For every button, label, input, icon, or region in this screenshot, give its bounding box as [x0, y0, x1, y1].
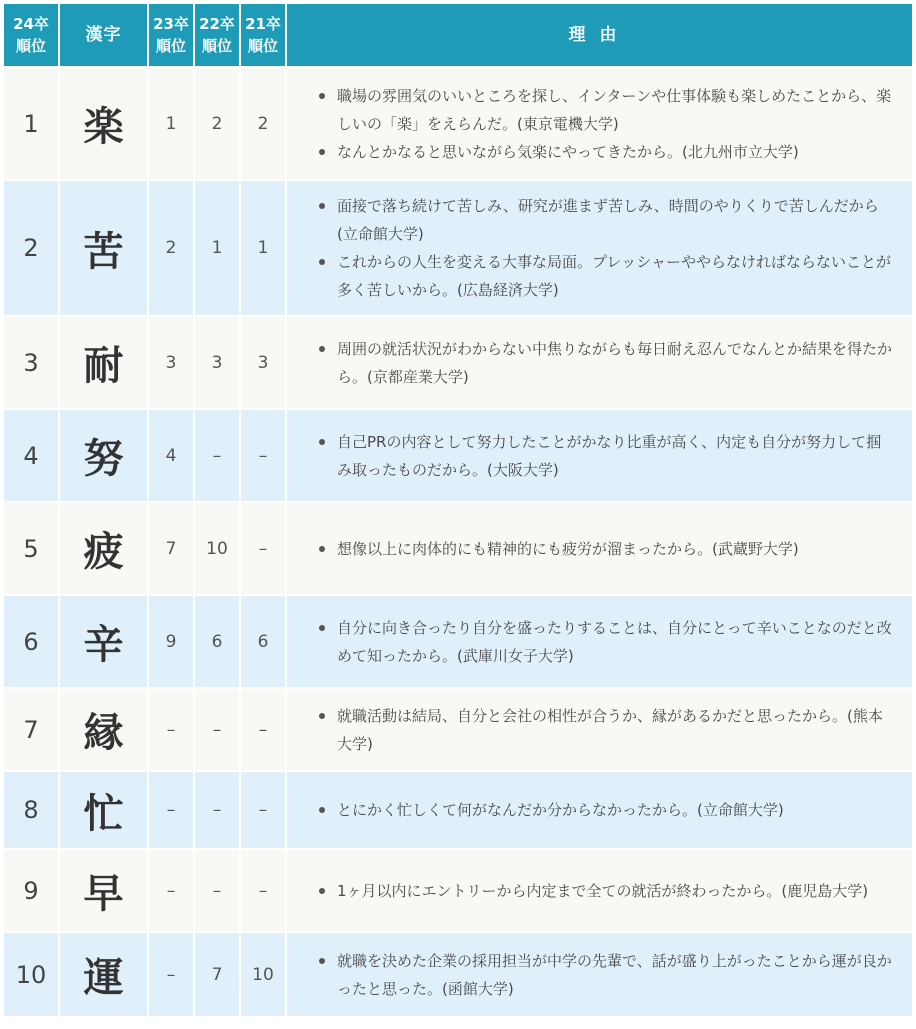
- table-row: [4, 772, 912, 848]
- reason-list: [317, 702, 892, 758]
- rank21-cell: –: [241, 410, 285, 501]
- reason-cell: [287, 317, 912, 408]
- header-kanji: 漢字: [60, 4, 147, 66]
- rank22-cell: –: [195, 850, 239, 931]
- rank-cell: 10: [4, 933, 58, 1016]
- header-rank24: 24卒 順位: [4, 4, 58, 66]
- rank22-cell: 10: [195, 503, 239, 594]
- rank-cell: 9: [4, 850, 58, 931]
- reason-cell: [287, 689, 912, 770]
- rank23-cell: 3: [149, 317, 193, 408]
- rank23-cell: 9: [149, 596, 193, 687]
- table-row: [4, 317, 912, 408]
- reason-item: 面接で落ち続けて苦しみ、研究が進まず苦しみ、時間のやりくりで苦しんだから(立命館大学): [317, 192, 892, 248]
- reason-list: [317, 428, 892, 484]
- header-rank21: 21卒 順位: [241, 4, 285, 66]
- rank21-cell: –: [241, 850, 285, 931]
- reason-cell: [287, 68, 912, 179]
- kanji-cell: 縁: [60, 689, 147, 770]
- reason-item: 就職活動は結局、自分と会社の相性が合うか、縁があるかだと思ったから。(熊本大学): [317, 702, 892, 758]
- rank21-cell: –: [241, 503, 285, 594]
- header-reason: 理由: [287, 4, 912, 66]
- table-row: [4, 689, 912, 770]
- rank23-cell: –: [149, 689, 193, 770]
- reason-cell: [287, 410, 912, 501]
- reason-item: これからの人生を変える大事な局面。プレッシャーややらなければならないことが多く苦しいから。(広島経済大学): [317, 248, 892, 304]
- reason-cell: [287, 181, 912, 315]
- rank22-cell: –: [195, 772, 239, 848]
- kanji-cell: 楽: [60, 68, 147, 179]
- rank-cell: 7: [4, 689, 58, 770]
- rank-cell: 2: [4, 181, 58, 315]
- rank23-cell: 4: [149, 410, 193, 501]
- rank21-cell: 10: [241, 933, 285, 1016]
- header-row: [4, 4, 912, 66]
- reason-item: 想像以上に肉体的にも精神的にも疲労が溜まったから。(武蔵野大学): [317, 535, 892, 563]
- rank-cell: 8: [4, 772, 58, 848]
- kanji-ranking-table: [2, 2, 914, 1018]
- reason-list: [317, 796, 892, 824]
- rank22-cell: 3: [195, 317, 239, 408]
- table-row: [4, 181, 912, 315]
- rank-cell: 6: [4, 596, 58, 687]
- rank22-cell: –: [195, 410, 239, 501]
- kanji-cell: 辛: [60, 596, 147, 687]
- table-row: [4, 68, 912, 179]
- reason-cell: [287, 772, 912, 848]
- kanji-cell: 努: [60, 410, 147, 501]
- reason-cell: [287, 596, 912, 687]
- rank23-cell: 2: [149, 181, 193, 315]
- rank21-cell: 3: [241, 317, 285, 408]
- rank23-cell: –: [149, 772, 193, 848]
- rank22-cell: 1: [195, 181, 239, 315]
- reason-cell: [287, 503, 912, 594]
- reason-list: [317, 947, 892, 1003]
- table-row: [4, 596, 912, 687]
- rank-cell: 1: [4, 68, 58, 179]
- reason-list: [317, 82, 892, 166]
- rank22-cell: 6: [195, 596, 239, 687]
- rank-cell: 4: [4, 410, 58, 501]
- reason-list: [317, 335, 892, 391]
- reason-item: 1ヶ月以内にエントリーから内定まで全ての就活が終わったから。(鹿児島大学): [317, 877, 892, 905]
- rank-cell: 3: [4, 317, 58, 408]
- reason-item: 就職を決めた企業の採用担当が中学の先輩で、話が盛り上がったことから運が良かったと思った。(函館大学): [317, 947, 892, 1003]
- kanji-cell: 耐: [60, 317, 147, 408]
- reason-list: [317, 614, 892, 670]
- rank23-cell: –: [149, 850, 193, 931]
- reason-list: [317, 192, 892, 304]
- reason-list: [317, 877, 892, 905]
- table-row: [4, 503, 912, 594]
- reason-item: 自己PRの内容として努力したことがかなり比重が高く、内定も自分が努力して掴み取ったものだから。(大阪大学): [317, 428, 892, 484]
- reason-item: 周囲の就活状況がわからない中焦りながらも毎日耐え忍んでなんとか結果を得たから。(京都産業大学): [317, 335, 892, 391]
- reason-list: [317, 535, 892, 563]
- rank21-cell: –: [241, 772, 285, 848]
- kanji-cell: 苦: [60, 181, 147, 315]
- reason-item: とにかく忙しくて何がなんだか分からなかったから。(立命館大学): [317, 796, 892, 824]
- rank22-cell: 7: [195, 933, 239, 1016]
- rank21-cell: 1: [241, 181, 285, 315]
- reason-cell: [287, 933, 912, 1016]
- header-rank22: 22卒 順位: [195, 4, 239, 66]
- rank22-cell: 2: [195, 68, 239, 179]
- kanji-cell: 忙: [60, 772, 147, 848]
- reason-cell: [287, 850, 912, 931]
- table-row: [4, 410, 912, 501]
- rank23-cell: 1: [149, 68, 193, 179]
- reason-item: 自分に向き合ったり自分を盛ったりすることは、自分にとって辛いことなのだと改めて知ったから。(武庫川女子大学): [317, 614, 892, 670]
- rank21-cell: 2: [241, 68, 285, 179]
- header-rank23: 23卒 順位: [149, 4, 193, 66]
- rank21-cell: –: [241, 689, 285, 770]
- reason-item: なんとかなると思いながら気楽にやってきたから。(北九州市立大学): [317, 138, 892, 166]
- table-row: [4, 850, 912, 931]
- rank23-cell: –: [149, 933, 193, 1016]
- rank21-cell: 6: [241, 596, 285, 687]
- kanji-cell: 運: [60, 933, 147, 1016]
- rank23-cell: 7: [149, 503, 193, 594]
- reason-item: 職場の雰囲気のいいところを探し、インターンや仕事体験も楽しめたことから、楽しいの「楽」をえらんだ。(東京電機大学): [317, 82, 892, 138]
- table-row: [4, 933, 912, 1016]
- rank22-cell: –: [195, 689, 239, 770]
- kanji-cell: 早: [60, 850, 147, 931]
- rank-cell: 5: [4, 503, 58, 594]
- kanji-cell: 疲: [60, 503, 147, 594]
